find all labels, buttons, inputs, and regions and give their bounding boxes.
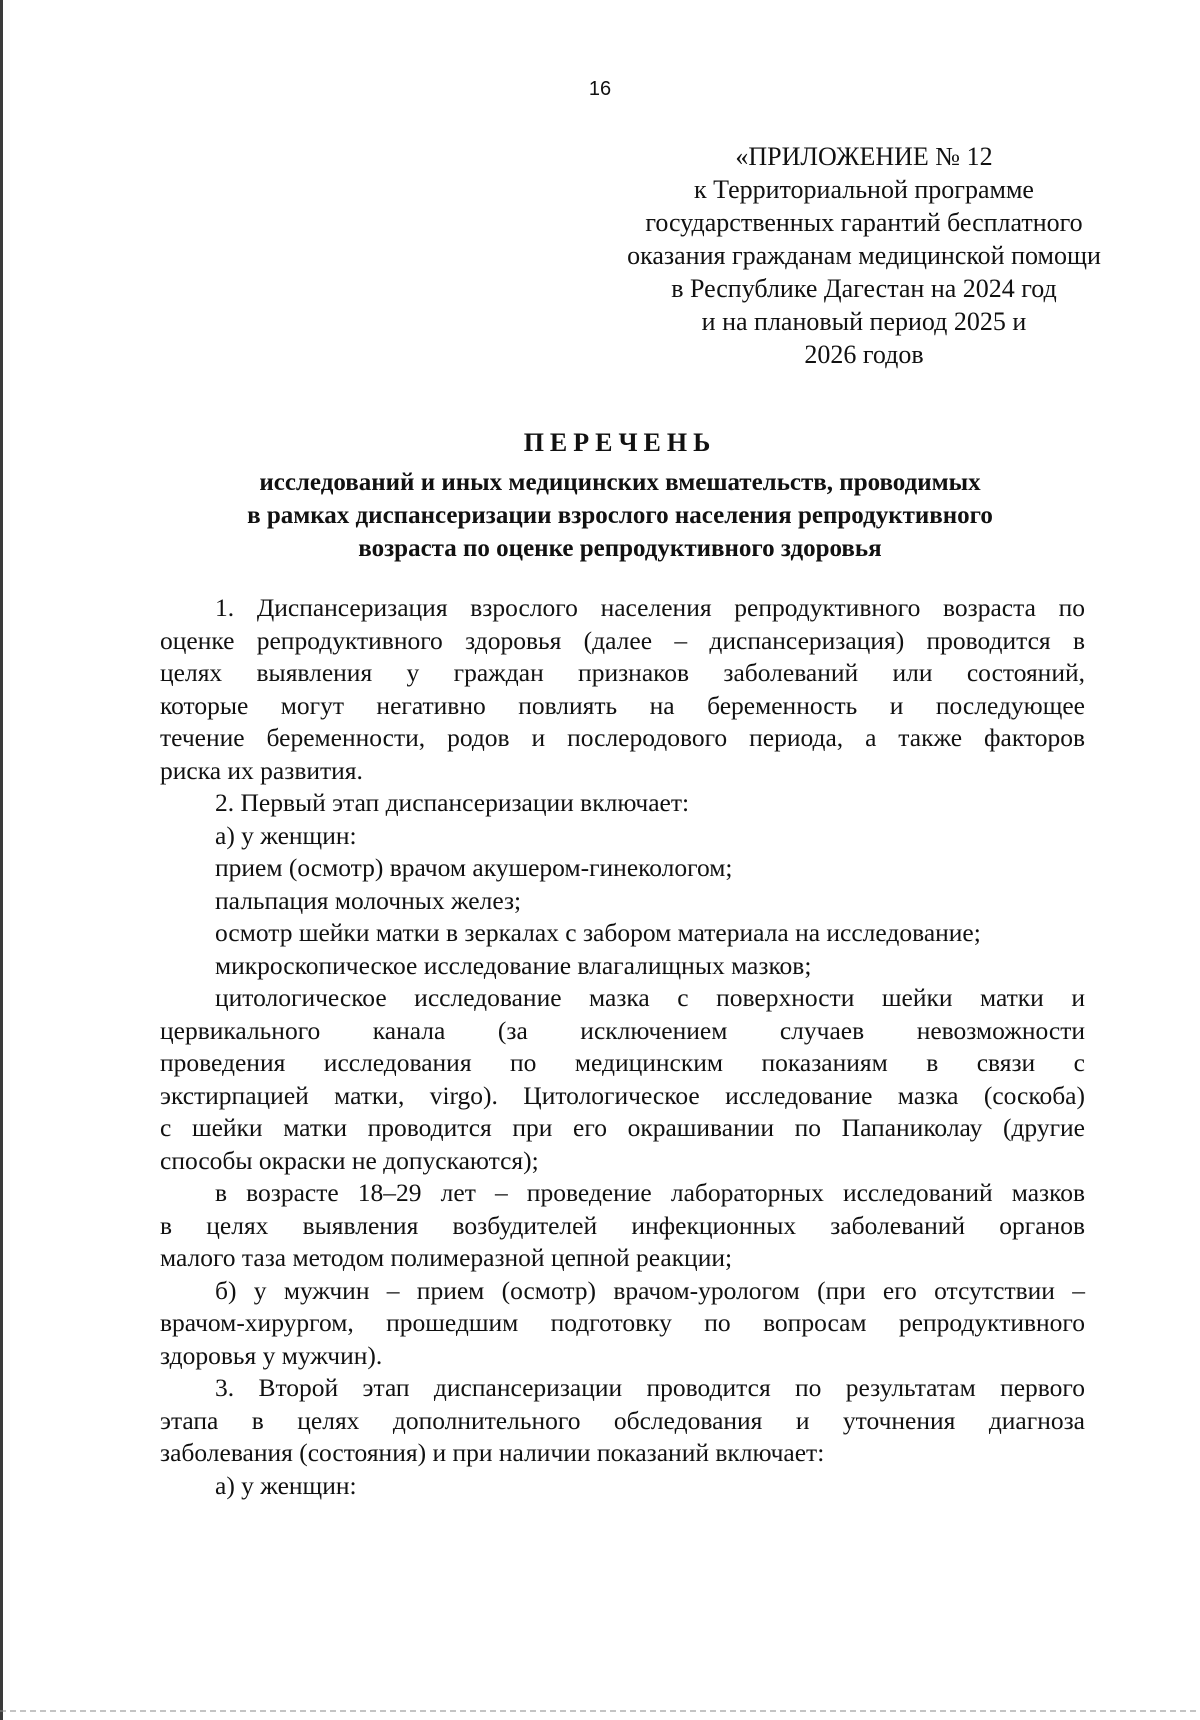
appendix-line: оказания гражданам медицинской помощи	[627, 241, 1101, 270]
body-line: риска их развития.	[160, 755, 363, 785]
body-line: прием (осмотр) врачом акушером-гинекологом;	[215, 853, 733, 882]
subtitle-line: возраста по оценке репродуктивного здоровья	[358, 535, 882, 562]
scan-edge	[0, 0, 3, 1720]
document-subtitle	[160, 466, 1080, 565]
body-line: 1. Диспансеризация взрослого населения репродуктивного возраста по	[215, 593, 1085, 622]
body-line: проведения исследования по медицинским показаниям в связи с	[160, 1048, 1085, 1077]
body-line: осмотр шейки матки в зеркалах с забором материала на исследование;	[215, 918, 981, 947]
body-line: цитологическое исследование мазка с поверхности шейки матки и	[215, 983, 1085, 1012]
appendix-line: и на плановый период 2025 и	[701, 307, 1027, 336]
appendix-line: «ПРИЛОЖЕНИЕ № 12	[735, 142, 993, 171]
subtitle-line: в рамках диспансеризации взрослого населения репродуктивного	[247, 502, 993, 529]
body-line: целях выявления у граждан признаков заболеваний или состояний,	[160, 658, 1085, 687]
body-line: врачом-хирургом, прошедшим подготовку по вопросам репродуктивного	[160, 1308, 1085, 1337]
document-body	[160, 592, 1085, 1502]
body-line: микроскопическое исследование влагалищных мазков;	[215, 950, 812, 980]
scan-bottom-edge	[0, 1710, 1200, 1712]
appendix-line: государственных гарантий бесплатного	[645, 208, 1083, 237]
appendix-line: к Территориальной программе	[694, 175, 1034, 204]
body-line: оценке репродуктивного здоровья (далее – диспансеризация) проводится в	[160, 625, 1085, 655]
body-line: малого таза методом полимеразной цепной реакции;	[160, 1243, 733, 1272]
body-line: которые могут негативно повлиять на беременность и последующее	[160, 690, 1085, 720]
body-line: б) у мужчин – прием (осмотр) врачом-урологом (при его отсутствии –	[215, 1275, 1085, 1305]
body-line: цервикального канала (за исключением случаев невозможности	[160, 1015, 1085, 1045]
body-line: здоровья у мужчин).	[160, 1340, 383, 1370]
appendix-header	[598, 140, 1130, 371]
body-line: в возрасте 18–29 лет – проведение лабораторных исследований мазков	[215, 1178, 1085, 1207]
body-line: 2. Первый этап диспансеризации включает:	[215, 788, 690, 817]
document-title: ПЕРЕЧЕНЬ	[523, 428, 717, 457]
appendix-line: в Республике Дагестан на 2024 год	[671, 274, 1057, 303]
body-line: способы окраски не допускаются);	[160, 1145, 539, 1175]
body-line: в целях выявления возбудителей инфекционных заболеваний органов	[160, 1210, 1085, 1240]
appendix-line: 2026 годов	[804, 340, 924, 369]
body-line: 3. Второй этап диспансеризации проводится по результатам первого	[215, 1373, 1085, 1402]
subtitle-line: исследований и иных медицинских вмешательств, проводимых	[259, 469, 981, 496]
body-line: с шейки матки проводится при его окрашивании по Папаниколау (другие	[160, 1113, 1085, 1142]
body-line: экстирпацией матки, virgo). Цитологическое исследование мазка (соскоба)	[160, 1080, 1085, 1110]
page-number: 16	[588, 78, 612, 100]
body-line: а) у женщин:	[215, 820, 357, 850]
body-line: а) у женщин:	[215, 1470, 357, 1500]
body-line: течение беременности, родов и послеродового периода, а также факторов	[160, 723, 1085, 752]
body-line: заболевания (состояния) и при наличии показаний включает:	[160, 1438, 825, 1467]
body-line: пальпация молочных желез;	[215, 885, 522, 915]
body-line: этапа в целях дополнительного обследования и уточнения диагноза	[160, 1405, 1085, 1435]
